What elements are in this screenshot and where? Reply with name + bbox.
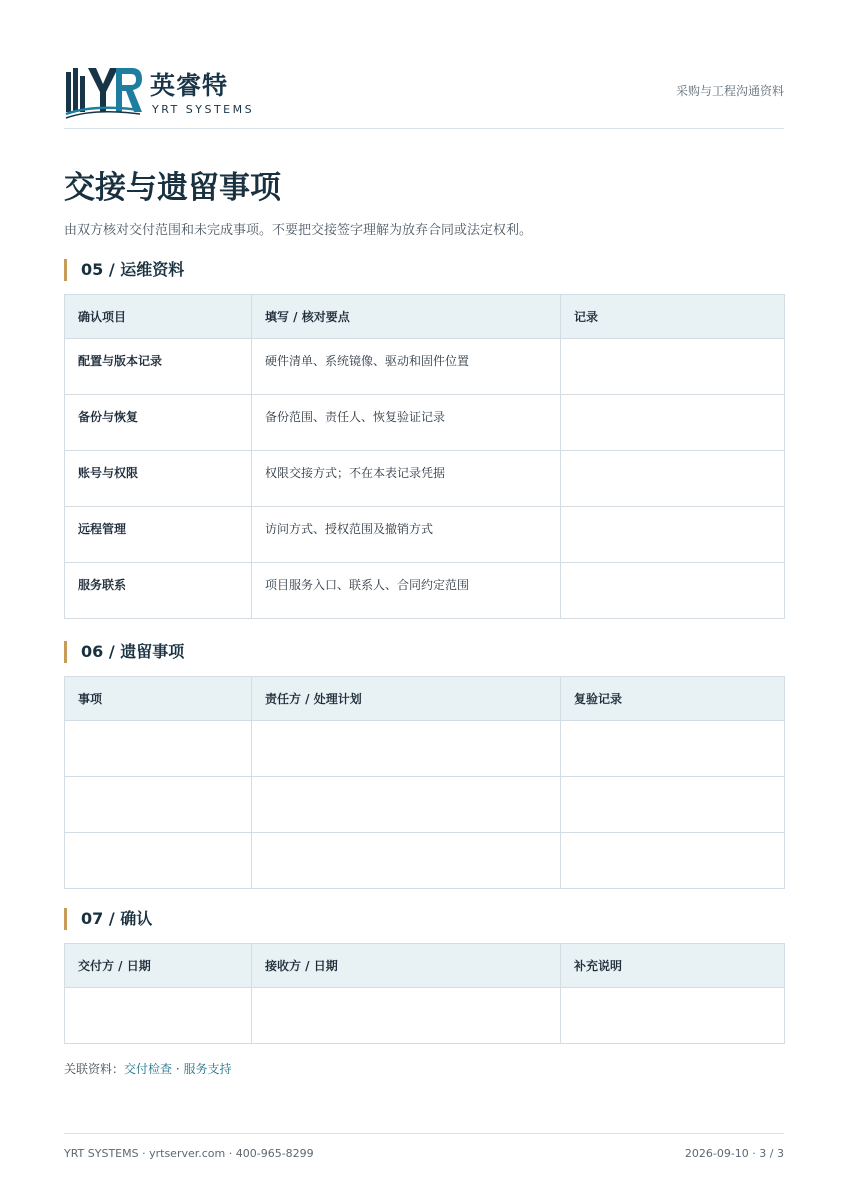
recheck-cell[interactable] — [561, 721, 785, 777]
checkpoint-cell: 访问方式、授权范围及撤销方式 — [252, 507, 561, 563]
record-cell[interactable] — [561, 339, 785, 395]
company-logo — [64, 60, 264, 120]
related-link-delivery-check[interactable]: 交付检查 — [124, 1062, 173, 1076]
checkpoint-cell: 项目服务入口、联系人、合同约定范围 — [252, 563, 561, 619]
record-cell[interactable] — [561, 451, 785, 507]
column-header: 复验记录 — [561, 677, 785, 721]
page-footer — [64, 1133, 784, 1160]
issue-cell[interactable] — [65, 721, 252, 777]
notes-cell[interactable] — [561, 988, 785, 1044]
record-cell[interactable] — [561, 563, 785, 619]
column-header: 记录 — [561, 295, 785, 339]
receiver-sign-cell[interactable] — [252, 988, 561, 1044]
table-row — [65, 563, 785, 619]
column-header: 填写 / 核对要点 — [252, 295, 561, 339]
related-label: 关联资料： — [64, 1062, 125, 1076]
issue-cell[interactable] — [65, 777, 252, 833]
logo-chinese-name: 英睿特 — [150, 71, 229, 100]
item-cell: 账号与权限 — [65, 451, 252, 507]
record-cell[interactable] — [561, 395, 785, 451]
checkpoint-cell: 备份范围、责任人、恢复验证记录 — [252, 395, 561, 451]
record-cell[interactable] — [561, 507, 785, 563]
confirmation-table — [64, 943, 785, 1044]
table-row — [65, 395, 785, 451]
page-header — [64, 60, 784, 129]
table-row — [65, 507, 785, 563]
section-title-ops-docs: 05 / 运维资料 — [64, 259, 184, 281]
related-separator: · — [172, 1062, 184, 1076]
owner-plan-cell[interactable] — [252, 721, 561, 777]
intro-text: 由双方核对交付范围和未完成事项。不要把交接签字理解为放弃合同或法定权利。 — [64, 223, 533, 238]
footer-date-page: 2026-09-10 · 3 / 3 — [684, 1147, 784, 1160]
item-cell: 配置与版本记录 — [65, 339, 252, 395]
column-header: 交付方 / 日期 — [65, 944, 252, 988]
table-row — [65, 833, 785, 889]
ops-docs-table — [64, 294, 785, 619]
table-row — [65, 339, 785, 395]
table-header-row — [65, 944, 785, 988]
checkpoint-cell: 权限交接方式；不在本表记录凭据 — [252, 451, 561, 507]
owner-plan-cell[interactable] — [252, 777, 561, 833]
recheck-cell[interactable] — [561, 777, 785, 833]
table-row — [65, 721, 785, 777]
footer-contact: YRT SYSTEMS · yrtserver.com · 400-965-8299 — [64, 1147, 314, 1160]
column-header: 事项 — [65, 677, 252, 721]
checkpoint-cell: 硬件清单、系统镜像、驱动和固件位置 — [252, 339, 561, 395]
section-title-confirmation: 07 / 确认 — [64, 908, 152, 930]
recheck-cell[interactable] — [561, 833, 785, 889]
table-header-row — [65, 295, 785, 339]
owner-plan-cell[interactable] — [252, 833, 561, 889]
related-docs — [64, 1060, 232, 1077]
column-header: 补充说明 — [561, 944, 785, 988]
column-header: 责任方 / 处理计划 — [252, 677, 561, 721]
logo-mark-icon — [64, 60, 144, 120]
related-link-service-support[interactable]: 服务支持 — [183, 1062, 232, 1076]
column-header: 确认项目 — [65, 295, 252, 339]
item-cell: 服务联系 — [65, 563, 252, 619]
issue-cell[interactable] — [65, 833, 252, 889]
deliverer-sign-cell[interactable] — [65, 988, 252, 1044]
table-row — [65, 451, 785, 507]
open-issues-table — [64, 676, 785, 889]
section-title-open-issues: 06 / 遗留事项 — [64, 641, 184, 663]
table-row — [65, 777, 785, 833]
item-cell: 远程管理 — [65, 507, 252, 563]
table-row — [65, 988, 785, 1044]
document-category: 采购与工程沟通资料 — [675, 84, 784, 98]
column-header: 接收方 / 日期 — [252, 944, 561, 988]
logo-english-name: YRT SYSTEMS — [152, 103, 255, 116]
table-header-row — [65, 677, 785, 721]
item-cell: 备份与恢复 — [65, 395, 252, 451]
page-title: 交接与遗留事项 — [64, 170, 281, 206]
